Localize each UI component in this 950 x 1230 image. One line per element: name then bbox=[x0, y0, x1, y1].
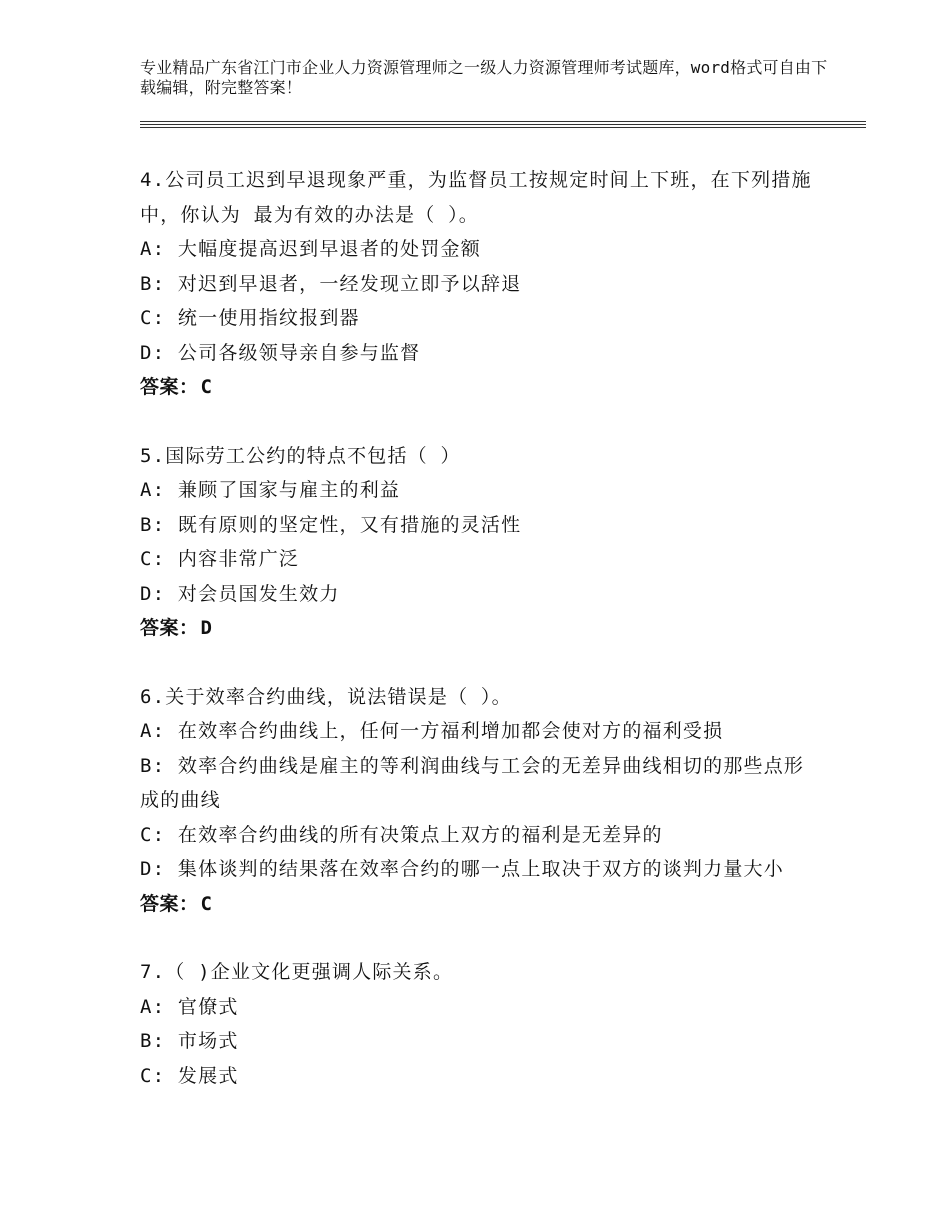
question-stem: 7.（ )企业文化更强调人际关系。 bbox=[140, 961, 454, 983]
header-divider-line bbox=[140, 124, 866, 125]
option-c: C: 在效率合约曲线的所有决策点上双方的福利是无差异的 bbox=[140, 823, 663, 846]
option-b: B: 对迟到早退者，一经发现立即予以辞退 bbox=[140, 272, 522, 295]
answer-label: 答案： bbox=[140, 892, 199, 915]
option-d: D: 公司各级领导亲自参与监督 bbox=[140, 341, 421, 364]
option-c: C: 内容非常广泛 bbox=[140, 548, 300, 570]
document-header: 专业精品广东省江门市企业人力资源管理师之一级人力资源管理师考试题库，word格式可自由下载编辑，附完整答案！ bbox=[140, 58, 828, 97]
answer bbox=[140, 887, 820, 922]
option-a: A: 兼顾了国家与雇主的利益 bbox=[140, 479, 401, 501]
question-7 bbox=[140, 955, 820, 1093]
option-b: B: 市场式 bbox=[140, 1030, 239, 1052]
option-a: A: 大幅度提高迟到早退者的处罚金额 bbox=[140, 238, 481, 260]
answer-value: C bbox=[200, 892, 213, 915]
question-6 bbox=[140, 680, 820, 922]
header-divider-line bbox=[140, 127, 866, 128]
answer-label: 答案： bbox=[140, 376, 199, 398]
answer bbox=[140, 370, 820, 405]
option-a: A: 官僚式 bbox=[140, 995, 239, 1018]
option-c: C: 发展式 bbox=[140, 1064, 239, 1087]
header-divider-line bbox=[140, 121, 866, 122]
question-list bbox=[140, 163, 820, 1093]
question-5 bbox=[140, 439, 820, 646]
option-d: D: 对会员国发生效力 bbox=[140, 582, 340, 605]
option-b: B: 效率合约曲线是雇主的等利润曲线与工会的无差异曲线相切的那些点形成的曲线 bbox=[140, 754, 805, 811]
option-b: B: 既有原则的坚定性，又有措施的灵活性 bbox=[140, 513, 522, 536]
question-4 bbox=[140, 163, 820, 405]
option-c: C: 统一使用指纹报到器 bbox=[140, 307, 360, 329]
option-a: A: 在效率合约曲线上，任何一方福利增加都会使对方的福利受损 bbox=[140, 720, 724, 742]
answer bbox=[140, 611, 820, 646]
question-stem: 6.关于效率合约曲线，说法错误是（ ）。 bbox=[140, 685, 512, 708]
question-stem: 5.国际劳工公约的特点不包括（ ） bbox=[140, 444, 461, 467]
answer-value: C bbox=[200, 376, 213, 398]
answer-value: D bbox=[200, 617, 213, 639]
question-stem: 4.公司员工迟到早退现象严重，为监督员工按规定时间上下班，在下列措施中，你认为 最为有效的办法是（ ）。 bbox=[140, 169, 812, 226]
option-d: D: 集体谈判的结果落在效率合约的哪一点上取决于双方的谈判力量大小 bbox=[140, 858, 784, 880]
answer-label: 答案： bbox=[140, 617, 199, 639]
